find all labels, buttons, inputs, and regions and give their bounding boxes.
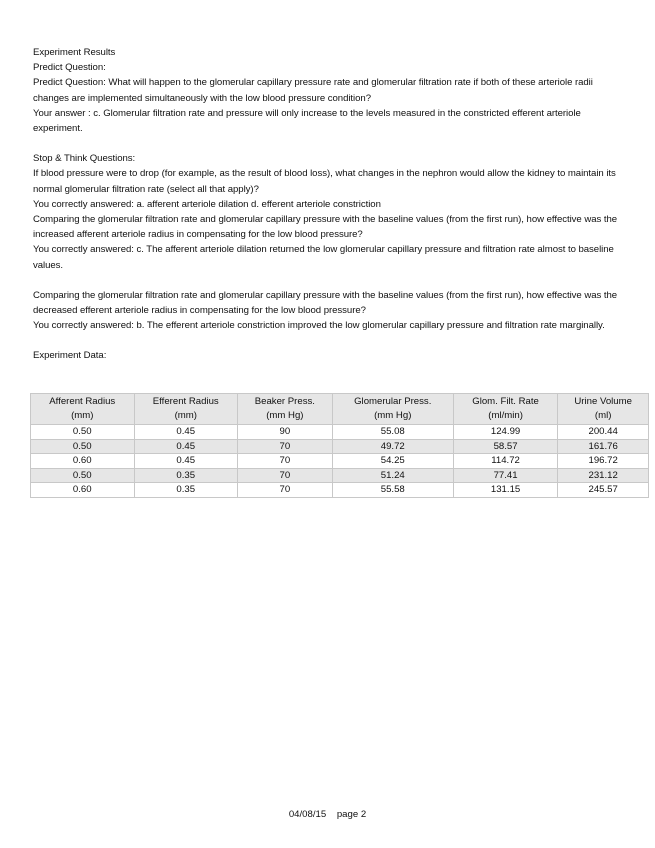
spacer [33,136,623,151]
table-cell: 0.60 [31,454,135,469]
header-afferent-radius: Afferent Radius (mm) [31,394,135,425]
table-cell: 70 [238,454,333,469]
table-cell: 49.72 [332,439,453,454]
table-cell: 70 [238,439,333,454]
answer-1: You correctly answered: a. afferent arteriole dilation d. efferent arteriole constriction [33,198,381,210]
table-cell: 51.24 [332,468,453,483]
table-cell: 55.58 [332,483,453,498]
table-cell: 114.72 [453,454,558,469]
table-cell: 196.72 [558,454,649,469]
question-3: Comparing the glomerular filtration rate and glomerular capillary pressure with the baseline values (from the first run), how effective was the decreased efferent arteriole radius in compensating for the low blood pressure? [33,289,618,317]
page-footer: 04/08/15 page 2 [288,809,367,820]
table-row [31,468,649,483]
table-cell: 55.08 [332,425,453,440]
question-2: Comparing the glomerular filtration rate and glomerular capillary pressure with the baseline values (from the first run), how effective was the increased afferent arteriole radius in compensating for the low blood pressure? [33,214,618,241]
experiment-data-table [30,393,649,498]
table-cell: 131.15 [453,483,558,498]
table-cell: 0.50 [31,425,135,440]
table-cell: 0.45 [134,439,238,454]
table-cell: 90 [238,425,333,440]
table-cell: 0.35 [134,483,238,498]
answer-3: You correctly answered: b. The efferent arteriole constriction improved the low glomerular capillary pressure and filtration rate marginally. [33,320,605,332]
table-cell: 0.60 [31,483,135,498]
header-beaker-press: Beaker Press. (mm Hg) [238,394,333,425]
table-row [31,454,649,469]
table-row [31,483,649,498]
table-cell: 70 [238,468,333,483]
table-cell: 200.44 [558,425,649,440]
heading: Experiment Results [33,47,116,58]
your-answer: Your answer : c. Glomerular filtration rate and pressure will only increase to the levels measured in the constricted efferent arteriole experiment. [33,107,581,135]
results-text [33,45,623,364]
table-row [31,425,649,440]
table-cell: 231.12 [558,468,649,483]
spacer [33,333,623,348]
header-glomerular-press: Glomerular Press. (mm Hg) [332,394,453,425]
header-glom-filt-rate: Glom. Filt. Rate (ml/min) [453,394,558,425]
table-cell: 77.41 [453,468,558,483]
table-cell: 70 [238,483,333,498]
table-cell: 0.35 [134,468,238,483]
predict-question: Predict Question: What will happen to the glomerular capillary pressure rate and glomerular filtration rate if both of these arteriole radii changes are implemented simultaneously with the low blood pressure condition? [33,77,593,104]
table-row [31,439,649,454]
table-cell: 0.45 [134,425,238,440]
table-cell: 161.76 [558,439,649,454]
header-urine-volume: Urine Volume (ml) [558,394,649,425]
header-efferent-radius: Efferent Radius (mm) [134,394,238,425]
table-cell: 0.50 [31,439,135,454]
spacer [33,273,623,288]
predict-heading: Predict Question: [33,62,106,74]
table-cell: 0.45 [134,454,238,469]
question-1: If blood pressure were to drop (for example, as the result of blood loss), what changes in the nephron would allow the kidney to maintain its normal glomerular filtration rate (select all that apply)? [33,168,616,195]
table-cell: 245.57 [558,483,649,498]
table-header-row [31,394,649,425]
table-cell: 58.57 [453,439,558,454]
experiment-data-heading: Experiment Data: [33,350,107,362]
table-cell: 54.25 [332,454,453,469]
stop-think-heading: Stop & Think Questions: [33,153,136,165]
table-cell: 124.99 [453,425,558,440]
table-cell: 0.50 [31,468,135,483]
answer-2: You correctly answered: c. The afferent arteriole dilation returned the low glomerular capillary pressure and filtration rate almost to baseline values. [33,244,614,271]
